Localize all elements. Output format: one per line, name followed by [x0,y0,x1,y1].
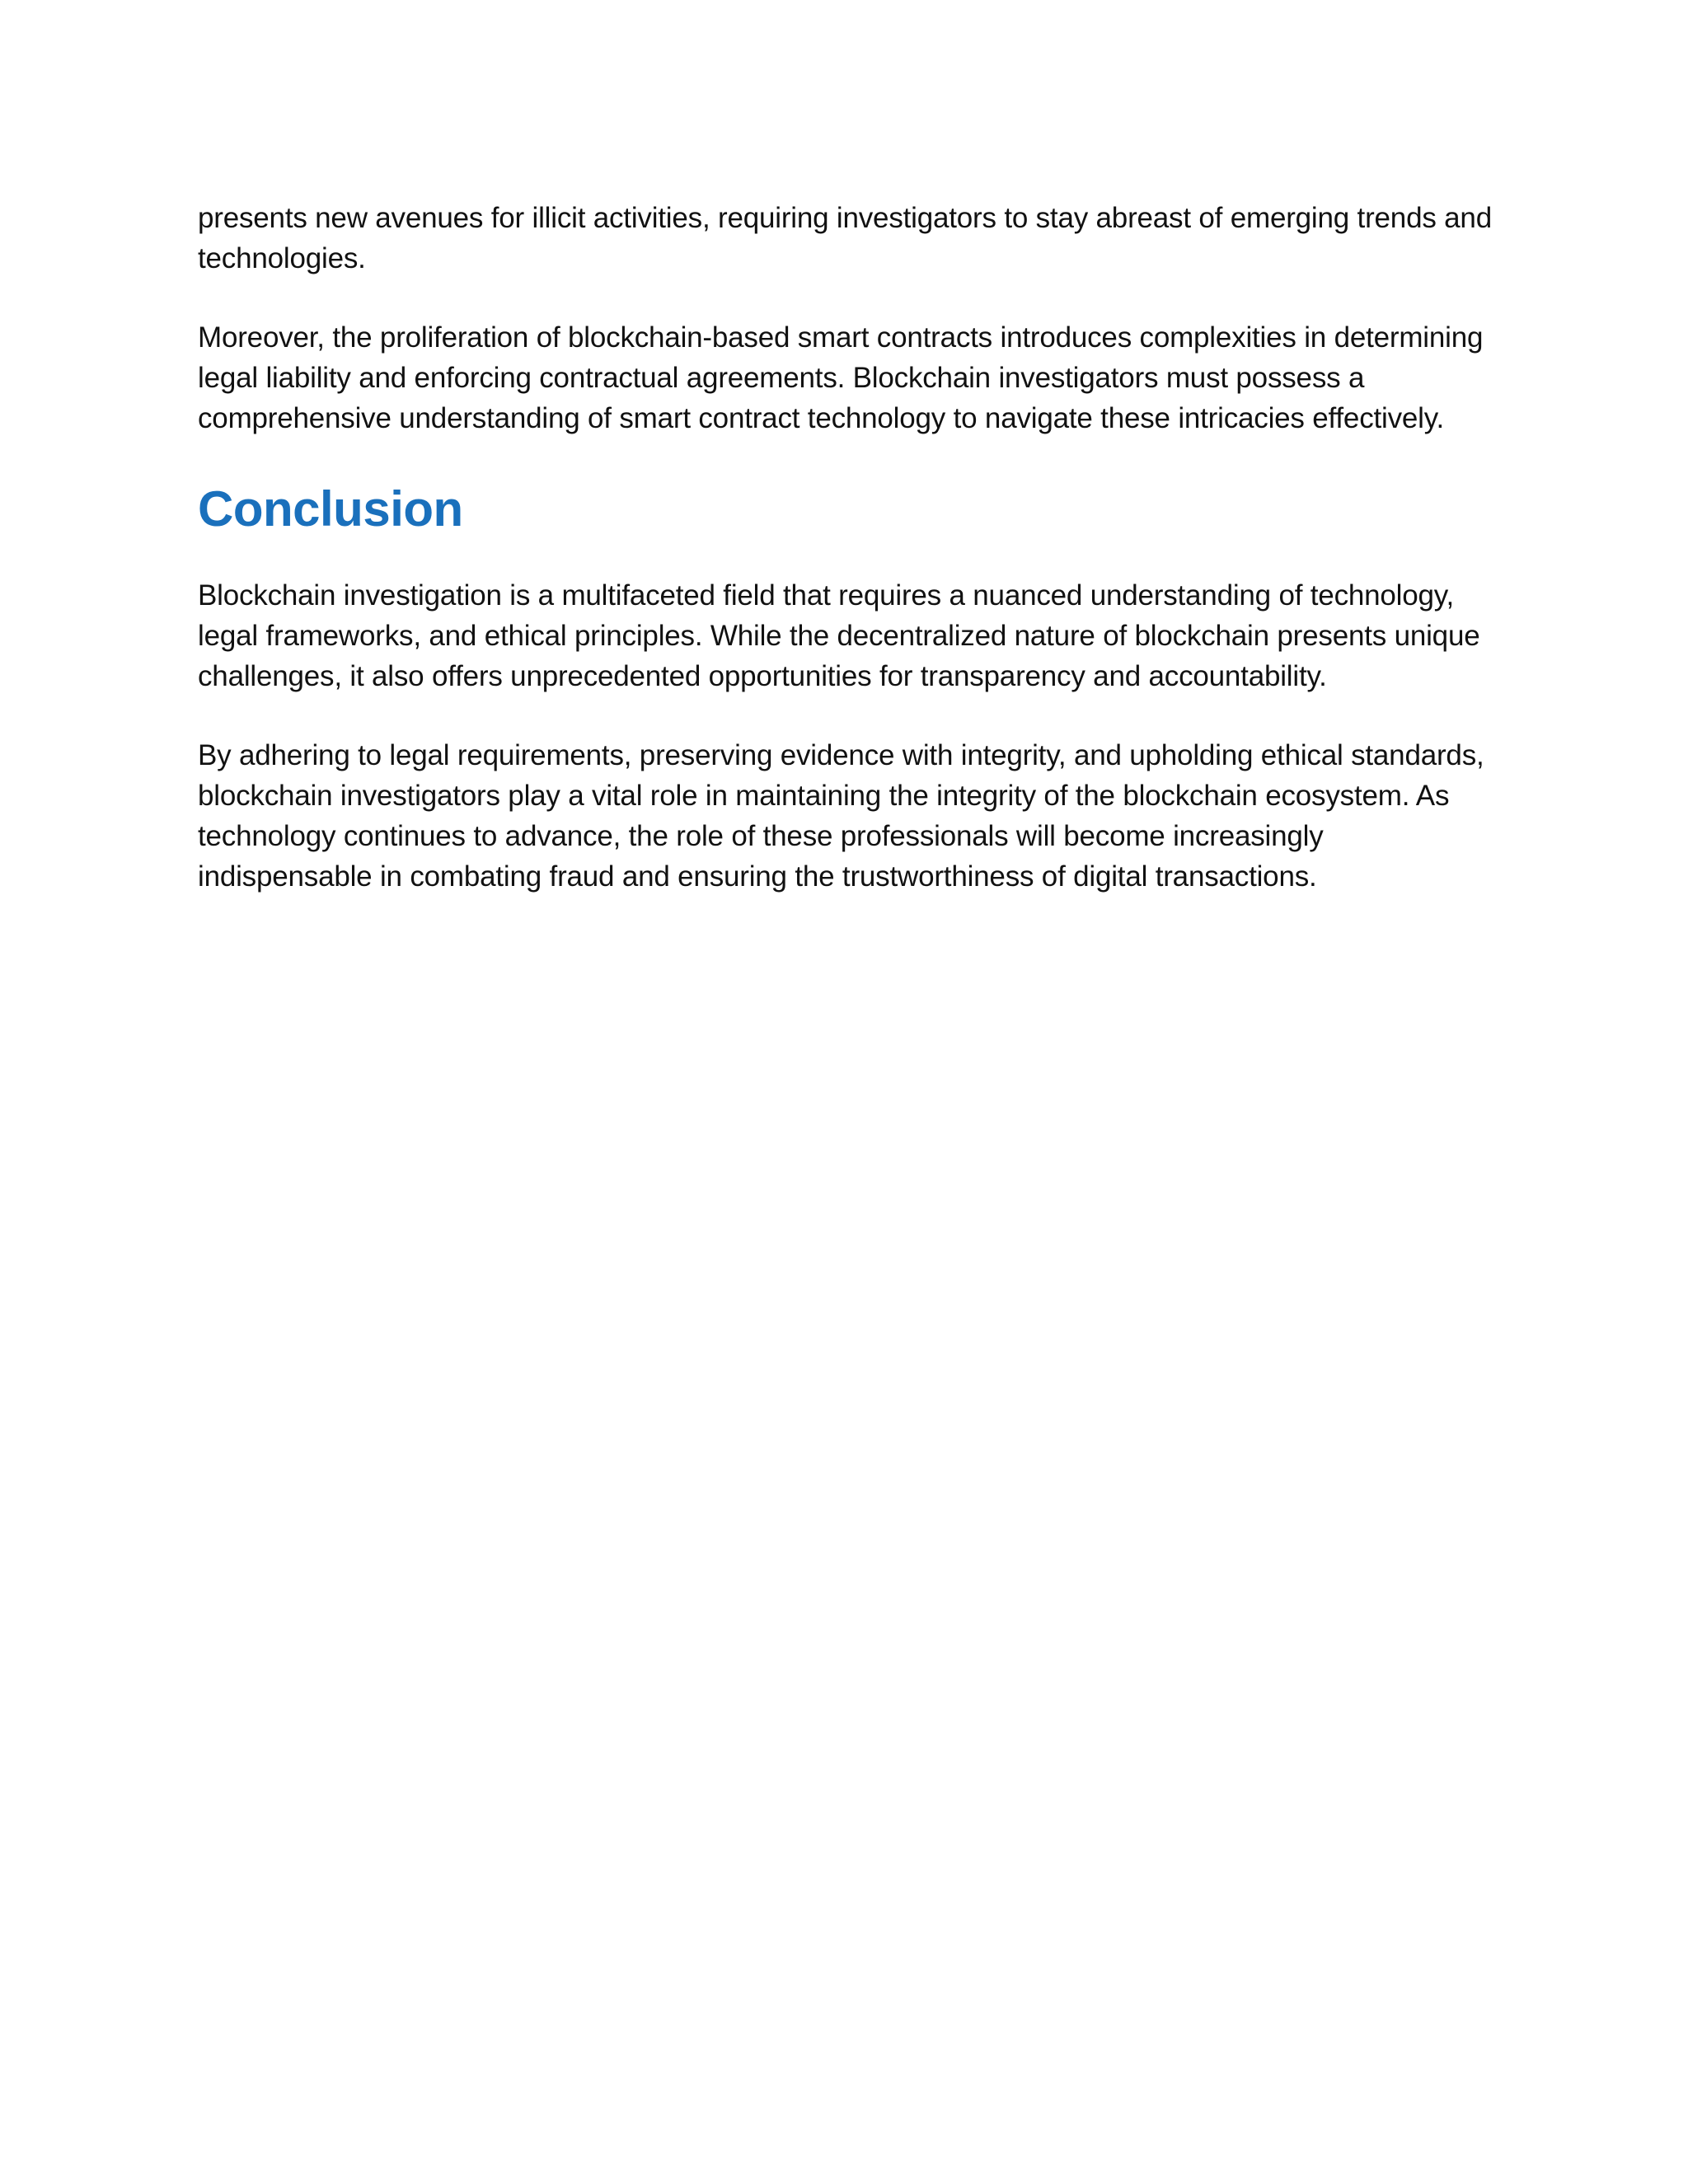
paragraph-illicit-activities: presents new avenues for illicit activities, requiring investigators to stay abreast of emerging trends and technologies. [198,202,1492,274]
paragraph-smart-contracts: Moreover, the proliferation of blockchain-based smart contracts introduces complexities in determining legal liability and enforcing contractual agreements. Blockchain investigators must possess a comprehensive understanding of smart contract technology to navigate these intricacies effectively. [198,321,1484,434]
page-content [198,198,1492,897]
section-heading-conclusion: Conclusion [198,481,463,537]
paragraph-conclusion-role: By adhering to legal requirements, preserving evidence with integrity, and upholding ethical standards, blockchain investigators play a vital role in maintaining the integrity of the blockchain ecosystem. As technology continues to advance, the role of these professionals will become increasingly indispensable in combating fraud and ensuring the trustworthiness of digital transactions. [198,739,1484,893]
paragraph-conclusion-overview: Blockchain investigation is a multifaceted field that requires a nuanced understanding of technology, legal frameworks, and ethical principles. While the decentralized nature of blockchain presents unique challenges, it also offers unprecedented opportunities for transparency and accountability. [198,579,1480,692]
